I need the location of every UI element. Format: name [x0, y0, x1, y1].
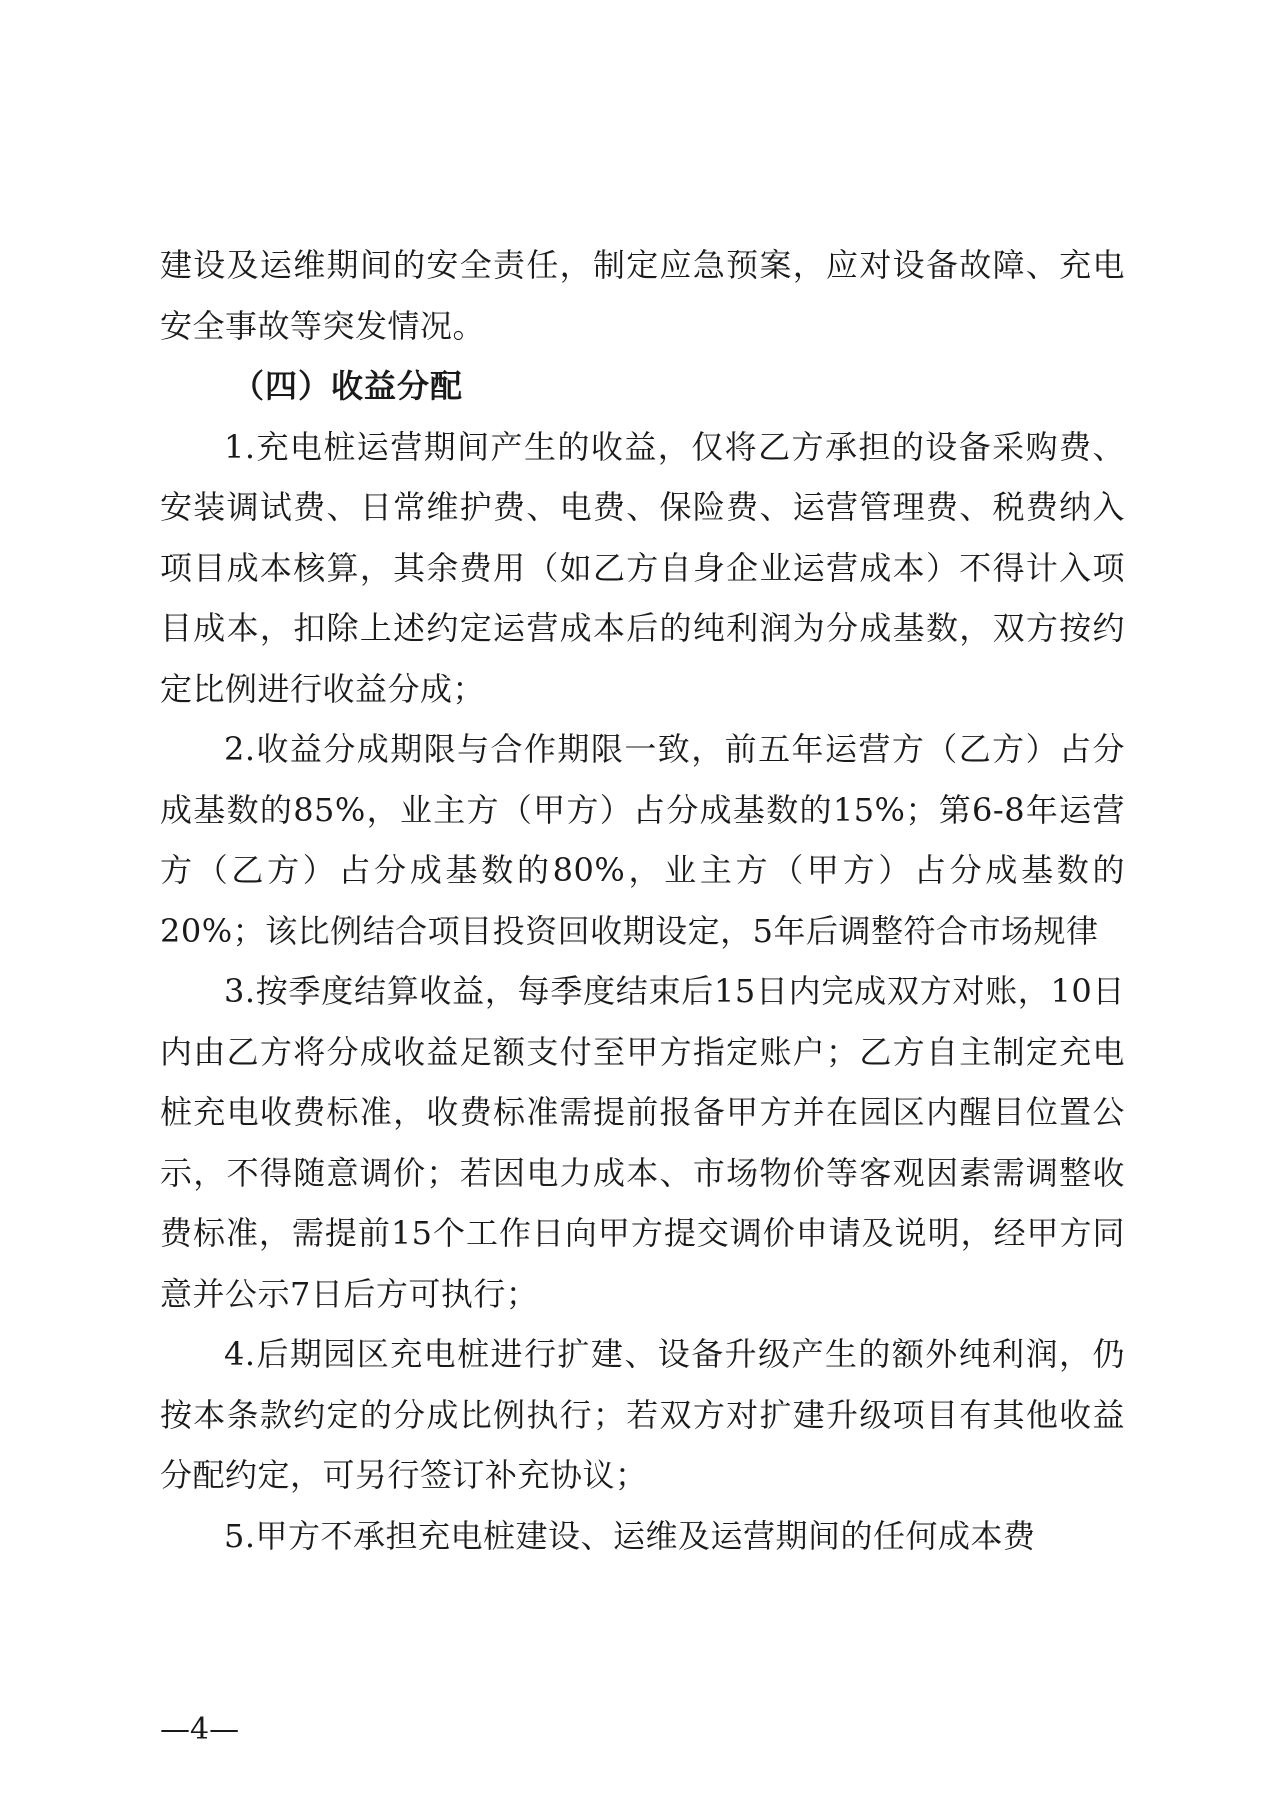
- page-number: —4—: [160, 1712, 240, 1747]
- paragraph-safety-responsibility: 建设及运维期间的安全责任，制定应急预案，应对设备故障、充电安全事故等突发情况。: [160, 246, 1125, 345]
- clause-5-cost-exemption: 5.甲方不承担充电桩建设、运维及运营期间的任何成本费: [224, 1516, 1036, 1555]
- clause-3-quarterly-settlement: 3.按季度结算收益，每季度结束后15日内完成双方对账，10日内由乙方将分成收益足额支付至甲方指定账户；乙方自主制定充电桩充电收费标准，收费标准需提前报备甲方并在园区内醒目位置公示，不得随意调价；若因电力成本、市场物价等客观因素需调整收费标准，需提前15个工作日向甲方提交调价申请及说明，经甲方同意并公示7日后方可执行；: [160, 972, 1125, 1313]
- clause-2-revenue-share-ratio: 2.收益分成期限与合作期限一致，前五年运营方（乙方）占分成基数的85%，业主方（甲方）占分成基数的15%；第6-8年运营方（乙方）占分成基数的80%，业主方（甲方）占分成基数的20%；该比例结合项目投资回收期设定，5年后调整符合市场规律: [160, 730, 1125, 950]
- clause-1-revenue-cost-accounting: 1.充电桩运营期间产生的收益，仅将乙方承担的设备采购费、安装调试费、日常维护费、电费、保险费、运营管理费、税费纳入项目成本核算，其余费用（如乙方自身企业运营成本）不得计入项目成本，扣除上述约定运营成本后的纯利润为分成基数，双方按约定比例进行收益分成；: [160, 427, 1125, 708]
- clause-4-expansion-profit: 4.后期园区充电桩进行扩建、设备升级产生的额外纯利润，仍按本条款约定的分成比例执行；若双方对扩建升级项目有其他收益分配约定，可另行签订补充协议；: [160, 1335, 1125, 1494]
- section-heading-revenue-distribution: （四）收益分配: [232, 367, 464, 405]
- document-body: [160, 235, 1125, 1566]
